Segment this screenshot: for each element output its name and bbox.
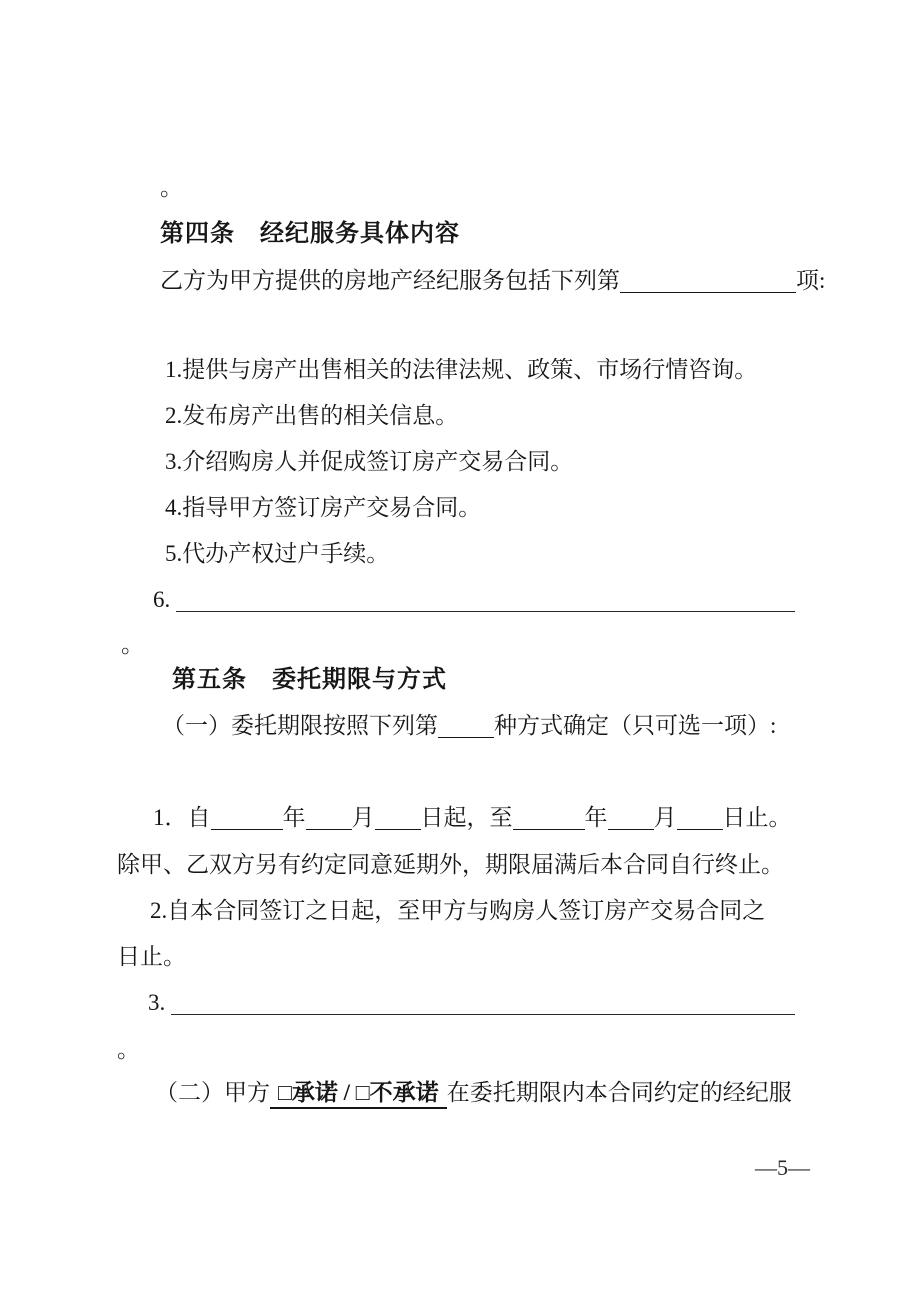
end-month-blank bbox=[608, 806, 654, 830]
promise-choice: □承诺 / □不承诺 bbox=[270, 1080, 447, 1109]
clause-two-suffix: 在委托期限内本合同约定的经纪服 bbox=[446, 1080, 792, 1105]
item6-number: 6. bbox=[153, 587, 171, 612]
option1-seg: 年 bbox=[584, 805, 608, 830]
option2-continuation: 日止。 bbox=[117, 944, 186, 969]
start-month-blank bbox=[306, 806, 352, 830]
clause-one-blank bbox=[438, 714, 494, 738]
option1-seg: 月 bbox=[351, 805, 375, 830]
start-day-blank bbox=[375, 806, 421, 830]
clause-two-prefix: （二）甲方 bbox=[155, 1080, 270, 1105]
option3-number: 3. bbox=[148, 990, 166, 1015]
service-item: 4.指导甲方签订房产交易合同。 bbox=[165, 495, 482, 520]
continuation-period-1: 。 bbox=[160, 175, 183, 200]
option1-seg: 日止。 bbox=[722, 805, 792, 830]
clause-one-prefix: （一）委托期限按照下列第 bbox=[162, 713, 438, 738]
clause-one-line bbox=[162, 710, 776, 742]
option1-continuation: 除甲、乙双方另有约定同意延期外，期限届满后本合同自行终止。 bbox=[117, 852, 784, 877]
option1-seg: 月 bbox=[653, 805, 677, 830]
service-item: 1.提供与房产出售相关的法律法规、政策、市场行情咨询。 bbox=[165, 357, 758, 382]
continuation-period-2: 。 bbox=[121, 632, 144, 657]
clause-two-line bbox=[155, 1077, 792, 1109]
item6-blank bbox=[176, 610, 795, 612]
option3-blank bbox=[171, 1013, 795, 1015]
service-item: 5.代办产权过户手续。 bbox=[165, 541, 390, 566]
option2-line: 2.自本合同签订之日起，至甲方与购房人签订房产交易合同之 bbox=[150, 898, 766, 923]
end-day-blank bbox=[677, 806, 723, 830]
article4-lead-prefix: 乙方为甲方提供的房地产经纪服务包括下列第 bbox=[160, 268, 620, 293]
start-year-blank bbox=[211, 806, 283, 830]
option1-line bbox=[153, 802, 792, 834]
service-option-blank bbox=[620, 269, 796, 293]
clause-one-suffix: 种方式确定（只可选一项）: bbox=[494, 713, 777, 738]
option1-seg: 1．自 bbox=[153, 805, 211, 830]
service-item: 2.发布房产出售的相关信息。 bbox=[165, 403, 459, 428]
option1-seg: 年 bbox=[282, 805, 306, 830]
service-item: 3.介绍购房人并促成签订房产交易合同。 bbox=[165, 449, 574, 474]
service-item-6-row bbox=[153, 584, 795, 616]
article4-heading: 第四条 经纪服务具体内容 bbox=[160, 221, 460, 247]
article4-lead-suffix: 项: bbox=[796, 268, 826, 293]
option3-row bbox=[148, 987, 795, 1019]
end-year-blank bbox=[513, 806, 585, 830]
option1-seg: 日起，至 bbox=[420, 805, 513, 830]
continuation-period-3: 。 bbox=[117, 1037, 140, 1062]
page-number: —5— bbox=[755, 1155, 810, 1180]
article4-lead bbox=[160, 265, 825, 297]
article5-heading: 第五条 委托期限与方式 bbox=[172, 667, 447, 693]
